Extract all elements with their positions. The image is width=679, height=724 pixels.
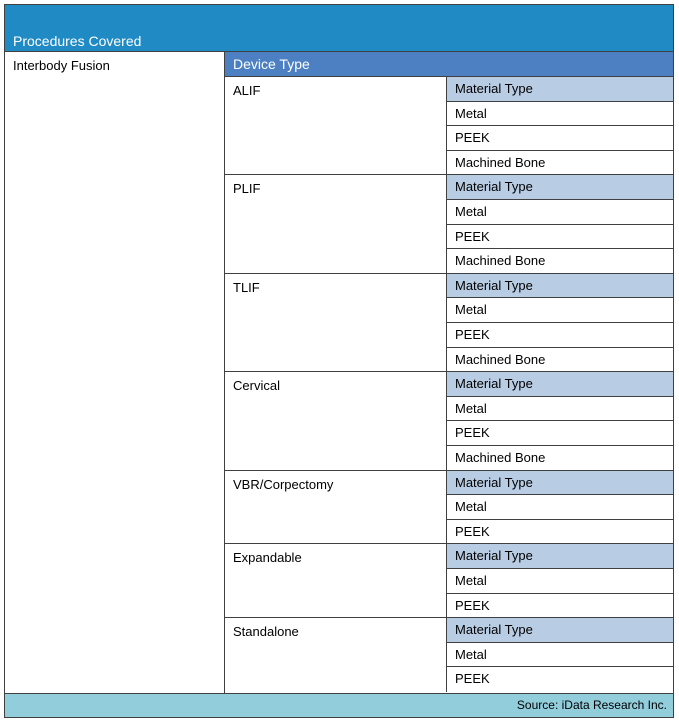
material-type-header: Material Type bbox=[447, 471, 673, 496]
device-name: Standalone bbox=[233, 624, 299, 640]
material-cell: PEEK bbox=[447, 126, 673, 151]
material-cell: PEEK bbox=[447, 225, 673, 250]
material-cell: PEEK bbox=[455, 671, 490, 687]
device-name: TLIF bbox=[233, 279, 260, 295]
material-cell: Metal bbox=[447, 200, 673, 225]
material-cell: Metal bbox=[447, 397, 673, 422]
device-group bbox=[225, 77, 673, 175]
device-name: ALIF bbox=[233, 83, 261, 98]
material-cell: Machined Bone bbox=[455, 351, 546, 367]
title-bar bbox=[5, 5, 673, 52]
material-list bbox=[446, 77, 673, 174]
material-cell: Metal bbox=[447, 569, 673, 594]
material-cell: Machined Bone bbox=[455, 253, 546, 269]
source-text: Source: iData Research Inc. bbox=[516, 698, 667, 712]
device-name: Expandable bbox=[233, 550, 302, 566]
material-list bbox=[446, 544, 673, 617]
material-list bbox=[446, 471, 673, 544]
material-cell: PEEK bbox=[455, 597, 490, 613]
device-group bbox=[225, 544, 673, 618]
material-cell: Metal bbox=[447, 298, 673, 323]
device-group bbox=[225, 471, 673, 545]
material-cell: Machined Bone bbox=[455, 449, 546, 465]
material-list bbox=[446, 618, 673, 692]
material-cell: Metal bbox=[447, 102, 673, 127]
material-type-header: Material Type bbox=[447, 77, 673, 102]
procedure-column bbox=[5, 52, 225, 693]
material-cell: Machined Bone bbox=[455, 154, 546, 170]
device-name: VBR/Corpectomy bbox=[233, 476, 334, 492]
material-type-header: Material Type bbox=[447, 175, 673, 200]
material-cell: Metal bbox=[447, 495, 673, 520]
material-cell: PEEK bbox=[455, 523, 490, 539]
material-cell: PEEK bbox=[447, 421, 673, 446]
device-group bbox=[225, 372, 673, 470]
material-list bbox=[446, 274, 673, 371]
procedure-label: Interbody Fusion bbox=[13, 58, 110, 73]
material-list bbox=[446, 372, 673, 469]
material-list bbox=[446, 175, 673, 272]
procedures-table bbox=[4, 4, 674, 718]
device-group bbox=[225, 274, 673, 372]
device-name: PLIF bbox=[233, 181, 261, 197]
material-type-header: Material Type bbox=[447, 274, 673, 299]
material-cell: PEEK bbox=[447, 323, 673, 348]
device-type-header-label: Device Type bbox=[233, 56, 310, 72]
table-title: Procedures Covered bbox=[13, 33, 142, 49]
device-group bbox=[225, 175, 673, 273]
material-cell: Metal bbox=[447, 643, 673, 668]
device-type-header bbox=[225, 52, 673, 77]
device-group bbox=[225, 618, 673, 692]
source-footer bbox=[5, 693, 673, 717]
material-type-header: Material Type bbox=[447, 618, 673, 643]
material-type-header: Material Type bbox=[447, 544, 673, 569]
material-type-header: Material Type bbox=[447, 372, 673, 397]
device-name: Cervical bbox=[233, 378, 280, 394]
